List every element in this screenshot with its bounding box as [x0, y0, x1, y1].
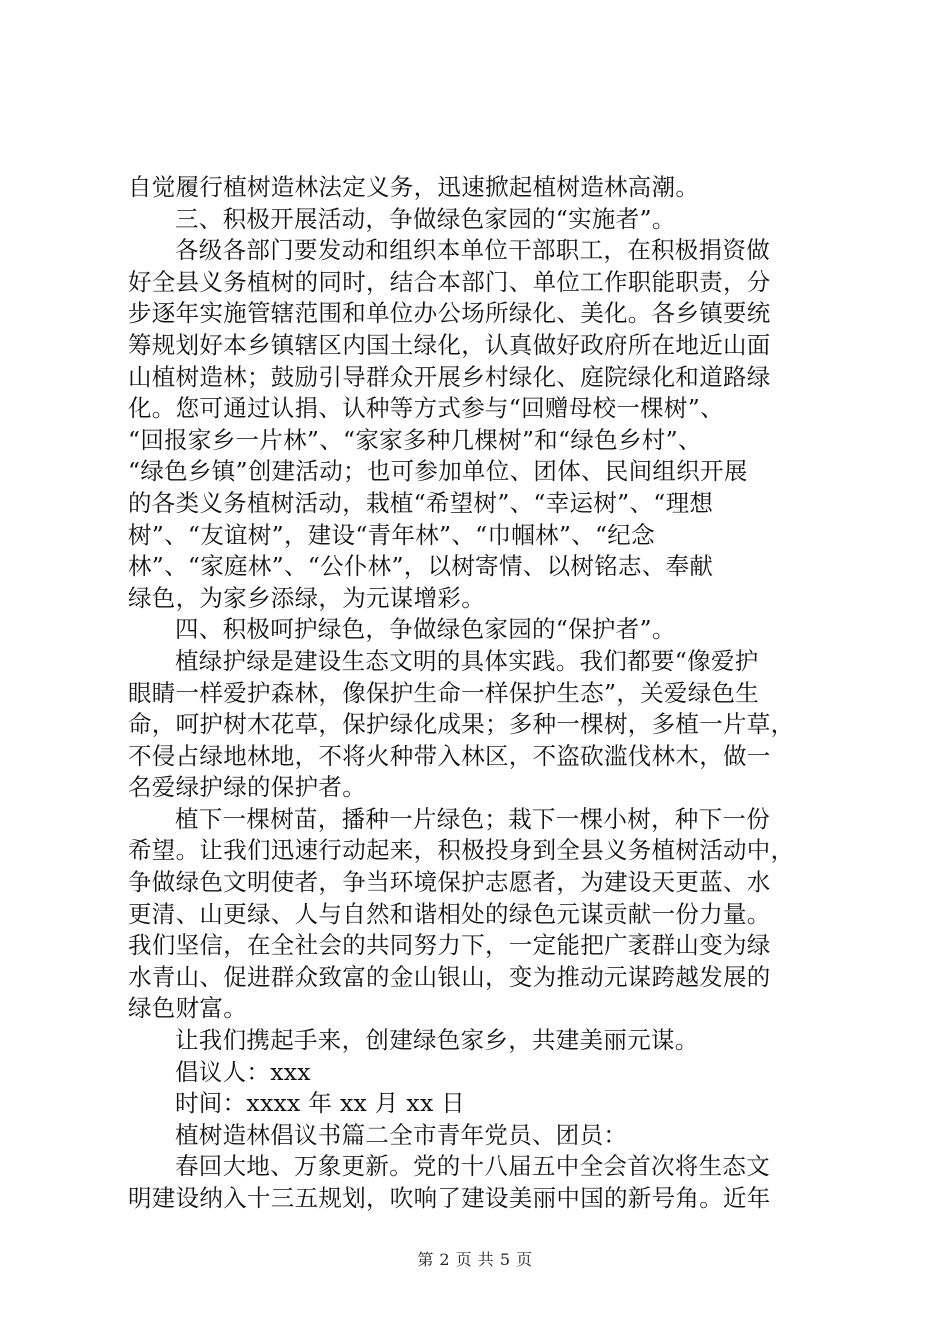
text-line: 化。您可通过认捐、认种等方式参与“回赠母校一棵树”、: [128, 394, 724, 423]
text-line: 倡议人：xxx: [175, 1057, 311, 1086]
text-line: 不侵占绿地林地，不将火种带入林区，不盗砍滥伐林木，做一: [128, 741, 771, 770]
text-line: 让我们携起手来，创建绿色家乡，共建美丽元谋。: [175, 1026, 699, 1055]
text-line: 林”、“家庭林”、“公仆林”，以树寄情、以树铭志、奉献: [128, 552, 714, 581]
text-line: 绿色，为家乡添绿，为元谋增彩。: [128, 583, 485, 612]
text-line: 筹规划好本乡镇辖区内国土绿化，认真做好政府所在地近山面: [128, 330, 771, 359]
text-line: 树”、“友谊树”，建设“青年林”、“巾帼林”、“纪念: [128, 520, 655, 549]
text-line: 争做绿色文明使者，争当环境保护志愿者，为建设天更蓝、水: [128, 868, 771, 897]
text-line: 明建设纳入十三五规划，吹响了建设美丽中国的新号角。近年: [128, 1184, 771, 1212]
text-line: 春回大地、万象更新。党的十八届五中全会首次将生态文: [175, 1152, 770, 1181]
text-line: 自觉履行植树造林法定义务，迅速掀起植树造林高潮。: [128, 173, 700, 201]
text-line: 步逐年实施管辖范围和单位办公场所绿化、美化。各乡镇要统: [128, 299, 771, 328]
text-line: 时间：xxxx 年 xx 月 xx 日: [175, 1089, 466, 1118]
text-line: 植绿护绿是建设生态文明的具体实践。我们都要“像爱护: [175, 646, 759, 675]
text-line: “绿色乡镇”创建活动；也可参加单位、团体、民间组织开展: [128, 457, 748, 486]
text-line: 各级各部门要发动和组织本单位干部职工，在积极捐资做: [175, 236, 770, 265]
text-line: 山植树造林；鼓励引导群众开展乡村绿化、庭院绿化和道路绿: [128, 362, 771, 391]
text-line: 希望。让我们迅速行动起来，积极投身到全县义务植树活动中，: [128, 836, 795, 865]
text-line: “回报家乡一片林”、“家家多种几棵树”和“绿色乡村”、: [128, 425, 702, 454]
text-line: 更清、山更绿、人与自然和谐相处的绿色元谋贡献一份力量。: [128, 899, 771, 928]
text-line: 名爱绿护绿的保护者。: [128, 773, 366, 802]
text-line: 水青山、促进群众致富的金山银山，变为推动元谋跨越发展的: [128, 962, 771, 991]
document-body: [128, 172, 832, 1215]
text-line: 四、积极呵护绿色，争做绿色家园的“保护者”。: [175, 615, 676, 644]
text-line: 眼睛一样爱护森林，像保护生命一样保护生态”，关爱绿色生: [128, 678, 760, 707]
text-line: 命，呵护树木花草，保护绿化成果；多种一棵树，多植一片草，: [128, 710, 795, 739]
text-line: 的各类义务植树活动，栽植“希望树”、“幸运树”、“理想: [128, 488, 714, 517]
text-line: 植下一棵树苗，播种一片绿色；栽下一棵小树，种下一份: [175, 804, 770, 833]
page-footer: 第 2 页 共 5 页: [417, 1250, 533, 1269]
text-line: 绿色财富。: [128, 994, 247, 1023]
text-line: 我们坚信，在全社会的共同努力下，一定能把广袤群山变为绿: [128, 931, 771, 960]
text-line: 三、积极开展活动，争做绿色家园的“实施者”。: [175, 204, 676, 233]
text-line: 植树造林倡议书篇二全市青年党员、团员：: [175, 1120, 628, 1149]
text-line: 好全县义务植树的同时，结合本部门、单位工作职能职责，分: [128, 267, 771, 296]
